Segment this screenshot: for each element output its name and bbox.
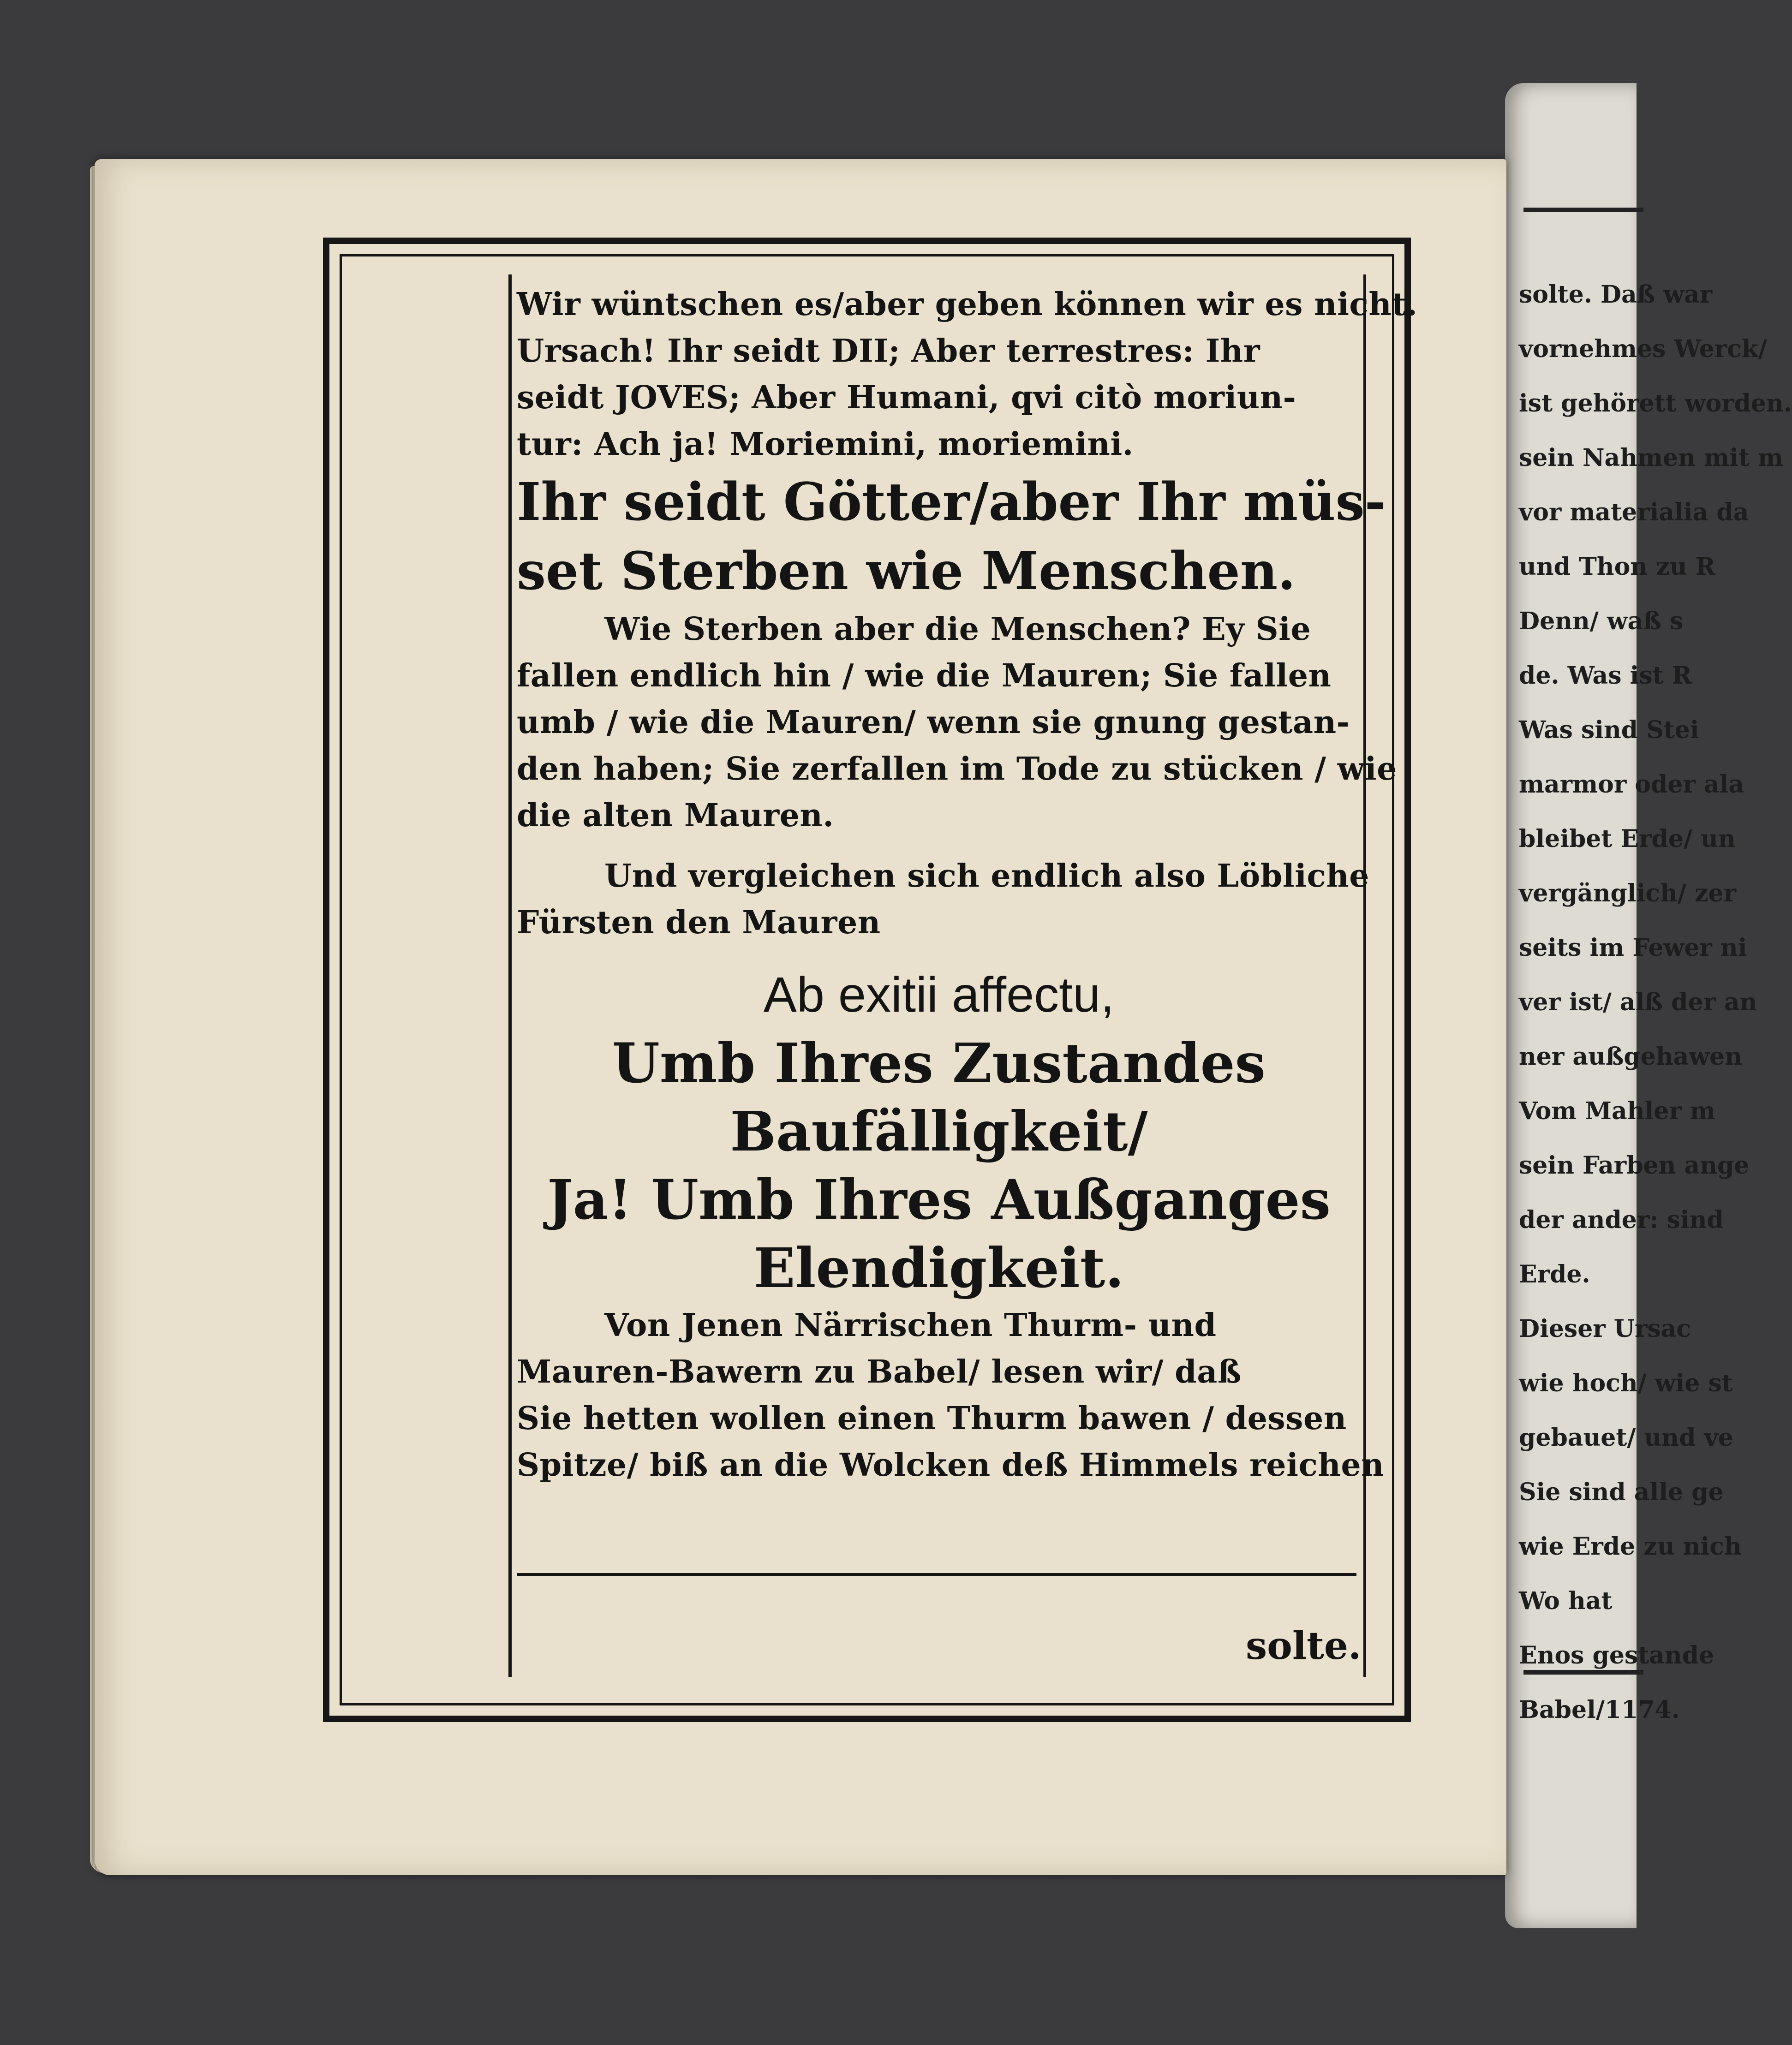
facing-page-line: bleibet Erde/ un xyxy=(1519,825,1736,853)
facing-page-line: sein Farben ange xyxy=(1519,1151,1750,1180)
facing-page-line: wie Erde zu nich xyxy=(1519,1532,1742,1561)
facing-page-line: ist gehörett worden. xyxy=(1519,389,1792,417)
facing-page-line: vornehmes Werck/ xyxy=(1519,335,1767,363)
text-line: tur: Ach ja! Moriemini, moriemini. xyxy=(517,426,1134,463)
facing-page-line: und Thon zu R xyxy=(1519,553,1715,581)
facing-page-top-rule xyxy=(1523,208,1643,212)
facing-page-line: vor materialia da xyxy=(1519,498,1749,526)
centered-line: Baufälligkeit/ xyxy=(730,1099,1148,1163)
text-line: Und vergleichen sich endlich also Löbliche xyxy=(604,858,1370,894)
heading-line: Ihr seidt Götter/aber Ihr müs- xyxy=(517,472,1386,532)
facing-page-line: Was sind Stei xyxy=(1519,716,1699,744)
facing-page-line: Enos gestande xyxy=(1519,1641,1714,1669)
facing-page-line: ner außgehawen xyxy=(1519,1043,1742,1071)
text-line: die alten Mauren. xyxy=(517,797,834,834)
facing-page-line: marmor oder ala xyxy=(1519,770,1744,799)
facing-page-line: ver ist/ alß der an xyxy=(1519,988,1757,1016)
facing-page-line: Denn/ waß s xyxy=(1519,607,1684,635)
centered-line: Ja! Umb Ihres Außganges xyxy=(547,1168,1331,1232)
facing-page xyxy=(1505,83,1792,1928)
text-line: fallen endlich hin / wie die Mauren; Sie fallen xyxy=(517,657,1332,694)
text-line: Wir wüntschen es/aber geben können wir es nicht. xyxy=(517,286,1418,323)
text-line: Wie Sterben aber die Menschen? Ey Sie xyxy=(604,611,1311,648)
facing-page-line: seits im Fewer ni xyxy=(1519,934,1747,962)
latin-line: Ab exitii affectu, xyxy=(763,966,1115,1022)
facing-page-line: de. Was ist R xyxy=(1519,662,1692,690)
footer-rule xyxy=(517,1573,1356,1576)
page-text-block xyxy=(517,281,1418,1489)
facing-page-line: Babel/1174. xyxy=(1519,1696,1680,1724)
facing-page-line: Vom Mahler m xyxy=(1519,1097,1715,1125)
facing-page-line: Erde. xyxy=(1519,1260,1590,1288)
left-margin-rule xyxy=(508,274,512,1677)
centered-line: Umb Ihres Zustandes xyxy=(612,1031,1266,1095)
text-line: Ursach! Ihr seidt DII; Aber terrestres: Ihr xyxy=(517,333,1260,370)
text-line: Spitze/ biß an die Wolcken deß Himmels reichen xyxy=(517,1447,1385,1484)
facing-page-text xyxy=(1519,268,1792,1737)
facing-page-line: solte. Daß war xyxy=(1519,280,1713,309)
facing-page-line: vergänglich/ zer xyxy=(1519,879,1736,907)
facing-page-line: Sie sind alle ge xyxy=(1519,1478,1724,1506)
text-line: Sie hetten wollen einen Thurm bawen / dessen xyxy=(517,1400,1347,1437)
facing-page-line: sein Nahmen mit m xyxy=(1519,444,1783,472)
text-line: Mauren-Bawern zu Babel/ lesen wir/ daß xyxy=(517,1353,1242,1390)
facing-page-line: wie hoch/ wie st xyxy=(1519,1369,1733,1397)
facing-page-line: Dieser Ursac xyxy=(1519,1315,1691,1343)
catchword: solte. xyxy=(1246,1624,1362,1668)
facing-page-line: Wo hat xyxy=(1519,1587,1613,1615)
text-line: den haben; Sie zerfallen im Tode zu stücken / wie xyxy=(517,751,1397,787)
facing-page-line: gebauet/ und ve xyxy=(1519,1424,1733,1452)
facing-page-line: der ander: sind xyxy=(1519,1206,1724,1234)
text-line: umb / wie die Mauren/ wenn sie gnung gestan- xyxy=(517,704,1350,741)
text-line: Fürsten den Mauren xyxy=(517,904,881,941)
text-line: seidt JOVES; Aber Humani, qvi citò moriun- xyxy=(517,379,1296,416)
centered-line: Elendigkeit. xyxy=(753,1236,1124,1300)
text-line: Von Jenen Närrischen Thurm- und xyxy=(604,1307,1217,1344)
heading-line: set Sterben wie Menschen. xyxy=(517,541,1296,602)
